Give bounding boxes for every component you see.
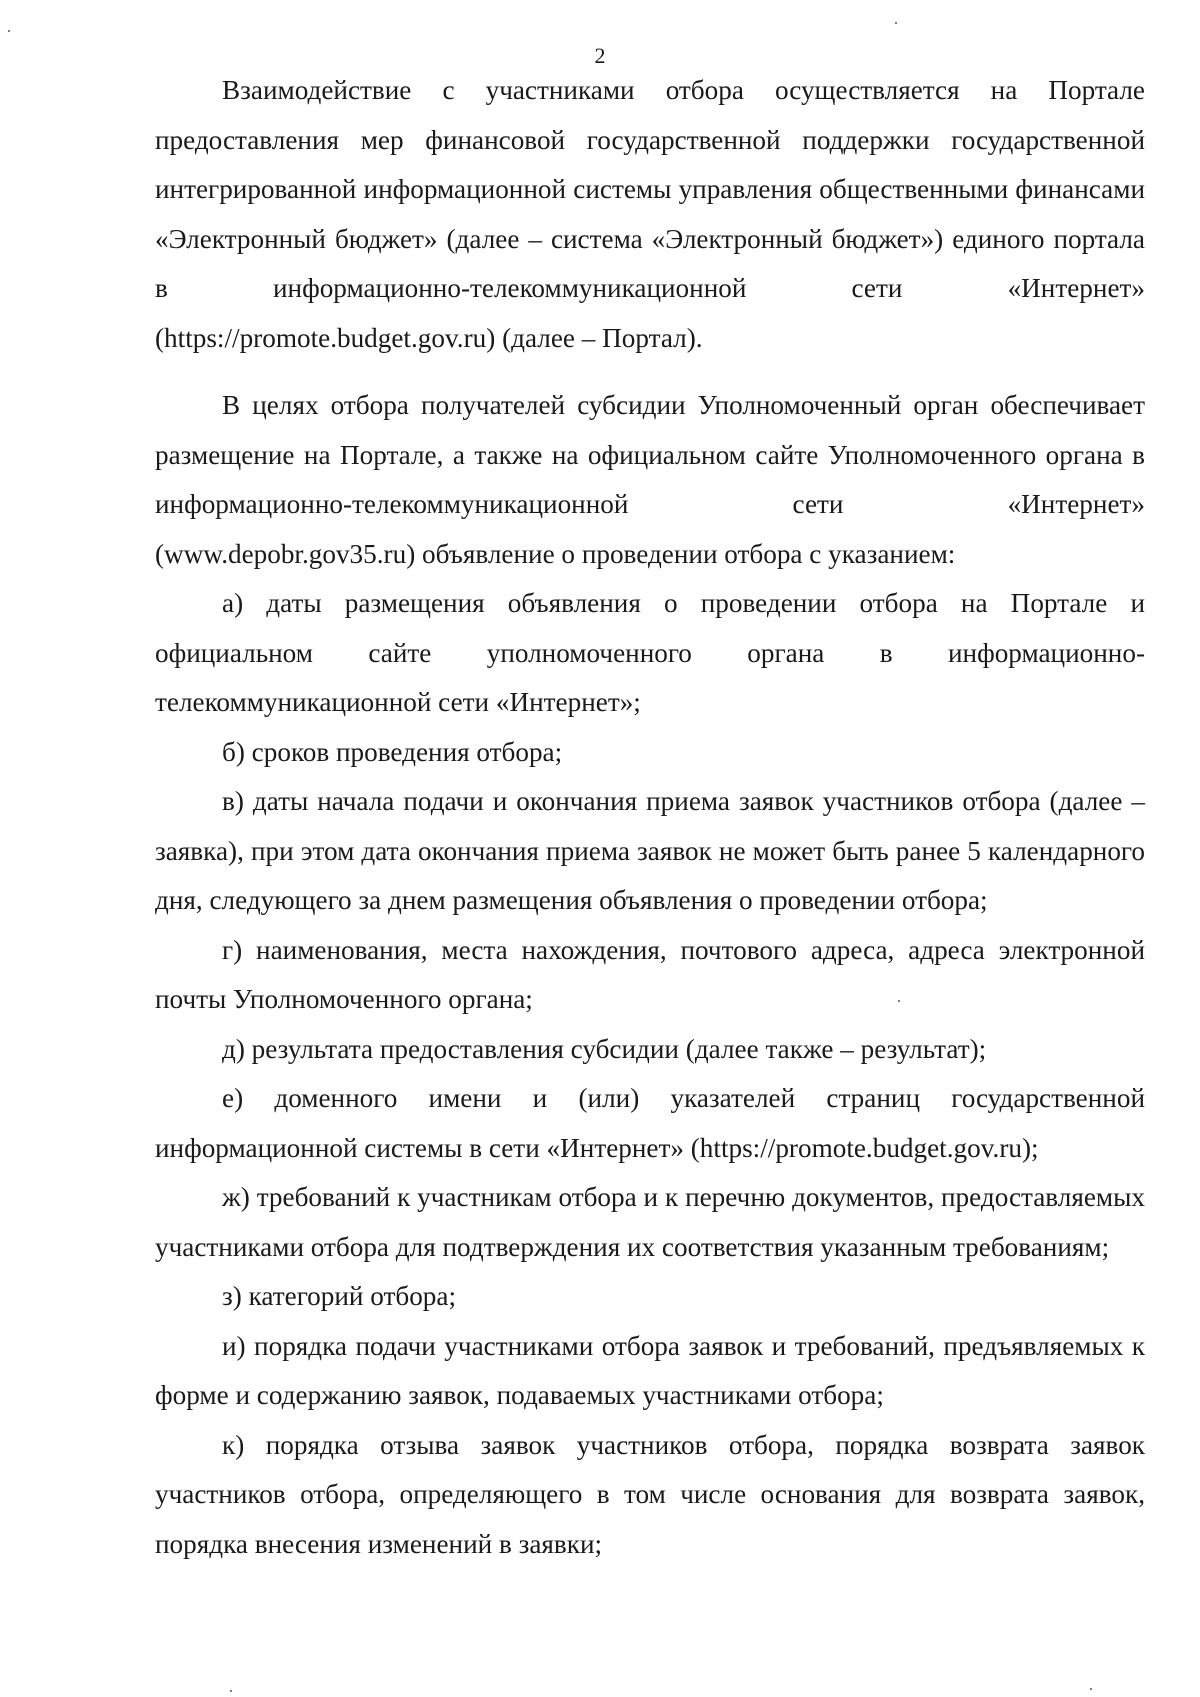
scan-speck (898, 1000, 900, 1002)
document-body (155, 66, 1145, 1569)
paragraph-selection-announcement-tail: (www.depobr.gov35.ru) объявление о проведении отбора с указанием: (155, 538, 956, 569)
scan-speck (1090, 1688, 1092, 1690)
list-item-i: и) порядка подачи участниками отбора заявок и требований, предъявляемых к форме и содержанию заявок, подаваемых участниками отбора; (155, 1330, 1145, 1410)
list-item-z: з) категорий отбора; (222, 1281, 457, 1311)
scan-speck (230, 1690, 232, 1692)
page-number: 2 (594, 43, 606, 68)
paragraph-selection-announcement: В целях отбора получателей субсидии Уполномоченный орган обеспечивает размещение на Портале, а также на официальном сайте Уполномоченного органа в информационно-телекоммуникационной сети «Интернет» (155, 390, 1145, 519)
list-item-v: в) даты начала подачи и окончания приема заявок участников отбора (далее – заявка), при этом дата окончания приема заявок не может быть ранее 5 календарного дня, следующего за днем размещения объявления о проведении отбора; (155, 786, 1145, 915)
list-item-e: е) доменного имени и (или) указателей страниц государственной информационной системы в сети «Интернет» (https://promote.budget.gov.ru); (155, 1083, 1145, 1163)
list-item-a-tail: телекоммуникационной сети «Интернет»; (155, 687, 641, 717)
list-item-d: д) результата предоставления субсидии (далее также – результат); (222, 1033, 987, 1064)
list-item-g: г) наименования, места нахождения, почтового адреса, адреса электронной почты Уполномоченного органа; (155, 934, 1145, 1014)
list-item-zh: ж) требований к участникам отбора и к перечню документов, предоставляемых участниками отбора для подтверждения их соответствия указанным требованиям; (155, 1182, 1145, 1262)
paragraph-portal-interaction: Взаимодействие с участниками отбора осуществляется на Портале предоставления мер финансовой государственной поддержки государственной интегрированной информационной системы управления общественными финансами «Электронный бюджет» (далее – система «Электронный бюджет») единого портала в информационно-телекоммуникационной сети «Интернет» (155, 75, 1145, 303)
list-item-b: б) сроков проведения отбора; (222, 736, 563, 767)
list-item-k: к) порядка отзыва заявок участников отбора, порядка возврата заявок участников отбора, определяющего в том числе основания для возврата заявок, порядка внесения изменений в заявки; (155, 1429, 1145, 1559)
list-item-a: а) даты размещения объявления о проведении отбора на Портале и официальном сайте уполномоченного органа в информационно- (155, 588, 1145, 668)
paragraph-portal-interaction-tail: (https://promote.budget.gov.ru) (далее – Портал). (155, 322, 703, 353)
scan-speck (895, 22, 897, 24)
scan-speck (8, 30, 10, 32)
